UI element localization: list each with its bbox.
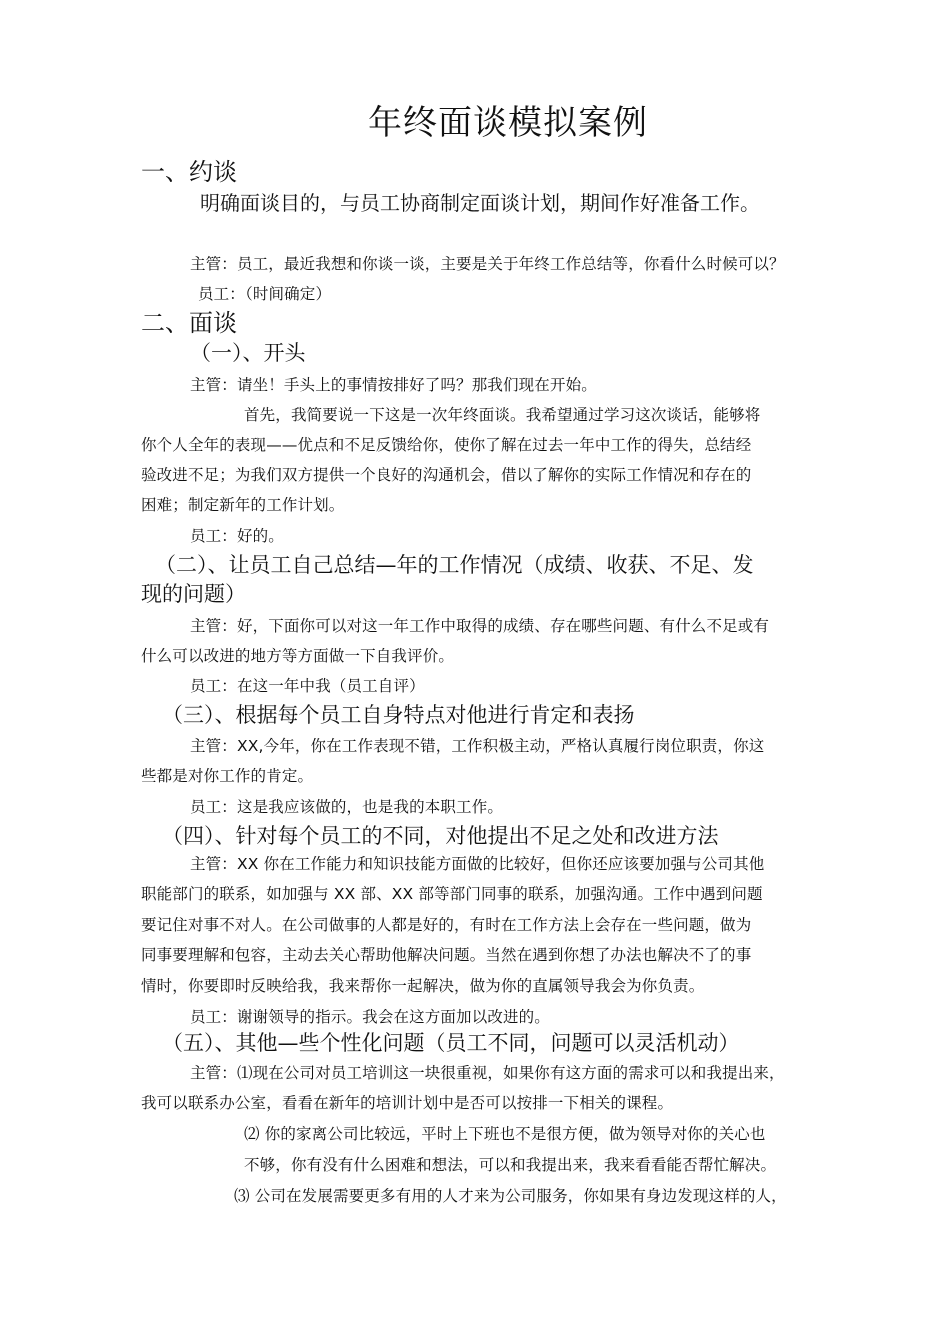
paragraph-line: 什么可以改进的地方等方面做一下自我评价。	[141, 647, 455, 665]
dialogue-manager-line: 主管：请坐！手头上的事情按排好了吗？那我们现在开始。	[190, 376, 597, 394]
dialogue-employee-line: 员工：好的。	[190, 527, 284, 545]
paragraph-line: 你个人全年的表现——优点和不足反馈给你，使你了解在过去一年中工作的得失，总结经	[141, 436, 752, 454]
section-heading-interview: 二、面谈	[141, 309, 237, 337]
dialogue-manager-line: 主管：⑴现在公司对员工培训这一块很重视，如果你有这方面的需求可以和我提出来，	[190, 1064, 785, 1082]
dialogue-manager-line: 主管：好，下面你可以对这一年工作中取得的成绩、存在哪些问题、有什么不足或有	[190, 617, 770, 635]
dialogue-employee-line: 员工：在这一年中我（员工自评）	[190, 677, 425, 695]
dialogue-employee-line: 员工：（时间确定）	[198, 285, 332, 303]
list-item-line: ⑵ 你的家离公司比较远，平时上下班也不是很方便，做为领导对你的关心也	[244, 1125, 766, 1143]
subsection-heading-opening: （一）、开头	[190, 341, 306, 365]
page-title: 年终面谈模拟案例	[368, 103, 648, 143]
paragraph-line: 情时，你要即时反映给我，我来帮你一起解决，做为你的直属领导我会为你负责。	[141, 977, 705, 995]
subsection-heading-personal-issues: （五）、其他—些个性化问题（员工不同，问题可以灵活机动）	[162, 1031, 740, 1055]
section-heading-appointment: 一、约谈	[141, 158, 237, 186]
paragraph-line: 要记住对事不对人。在公司做事的人都是好的，有时在工作方法上会存在一些问题，做为	[141, 916, 752, 934]
subsection-heading-self-summary-cont: 现的问题）	[141, 582, 246, 606]
dialogue-manager-line: 主管：员工，最近我想和你谈一谈，主要是关于年终工作总结等，你看什么时候可以？	[190, 255, 785, 273]
paragraph-line: 我可以联系办公室，看看在新年的培训计划中是否可以按排一下相关的课程。	[141, 1094, 674, 1112]
paragraph-line: 验改进不足；为我们双方提供一个良好的沟通机会，借以了解你的实际工作情况和存在的	[141, 466, 752, 484]
subsection-heading-praise: （三）、根据每个员工自身特点对他进行肯定和表扬	[162, 703, 635, 727]
list-item-line: ⑶ 公司在发展需要更多有用的人才来为公司服务，你如果有身边发现这样的人，	[234, 1187, 787, 1205]
dialogue-manager-line: 主管：XX 你在工作能力和知识技能方面做的比较好，但你还应该要加强与公司其他	[190, 855, 765, 873]
subsection-heading-self-summary: （二）、让员工自己总结—年的工作情况（成绩、收获、不足、发	[155, 553, 754, 577]
appointment-purpose-text: 明确面谈目的，与员工协商制定面谈计划，期间作好准备工作。	[200, 191, 760, 215]
subsection-heading-improvement: （四）、针对每个员工的不同，对他提出不足之处和改进方法	[162, 824, 719, 848]
paragraph-line: 些都是对你工作的肯定。	[141, 767, 314, 785]
paragraph-line: 职能部门的联系，如加强与 XX 部、XX 部等部门同事的联系，加强沟通。工作中遇到问题	[141, 885, 763, 903]
paragraph-line: 同事要理解和包容，主动去关心帮助他解决问题。当然在遇到你想了办法也解决不了的事	[141, 946, 752, 964]
paragraph-line: 困难；制定新年的工作计划。	[141, 496, 345, 514]
paragraph-line: 首先，我简要说一下这是一次年终面谈。我希望通过学习这次谈话，能够将	[244, 406, 761, 424]
dialogue-manager-line: 主管：XX,今年，你在工作表现不错，工作积极主动，严格认真履行岗位职责，你这	[190, 737, 765, 755]
dialogue-employee-line: 员工：谢谢领导的指示。我会在这方面加以改进的。	[190, 1008, 550, 1026]
list-item-line: 不够，你有没有什么困难和想法，可以和我提出来，我来看看能否帮忙解决。	[244, 1156, 777, 1174]
dialogue-employee-line: 员工：这是我应该做的，也是我的本职工作。	[190, 798, 504, 816]
